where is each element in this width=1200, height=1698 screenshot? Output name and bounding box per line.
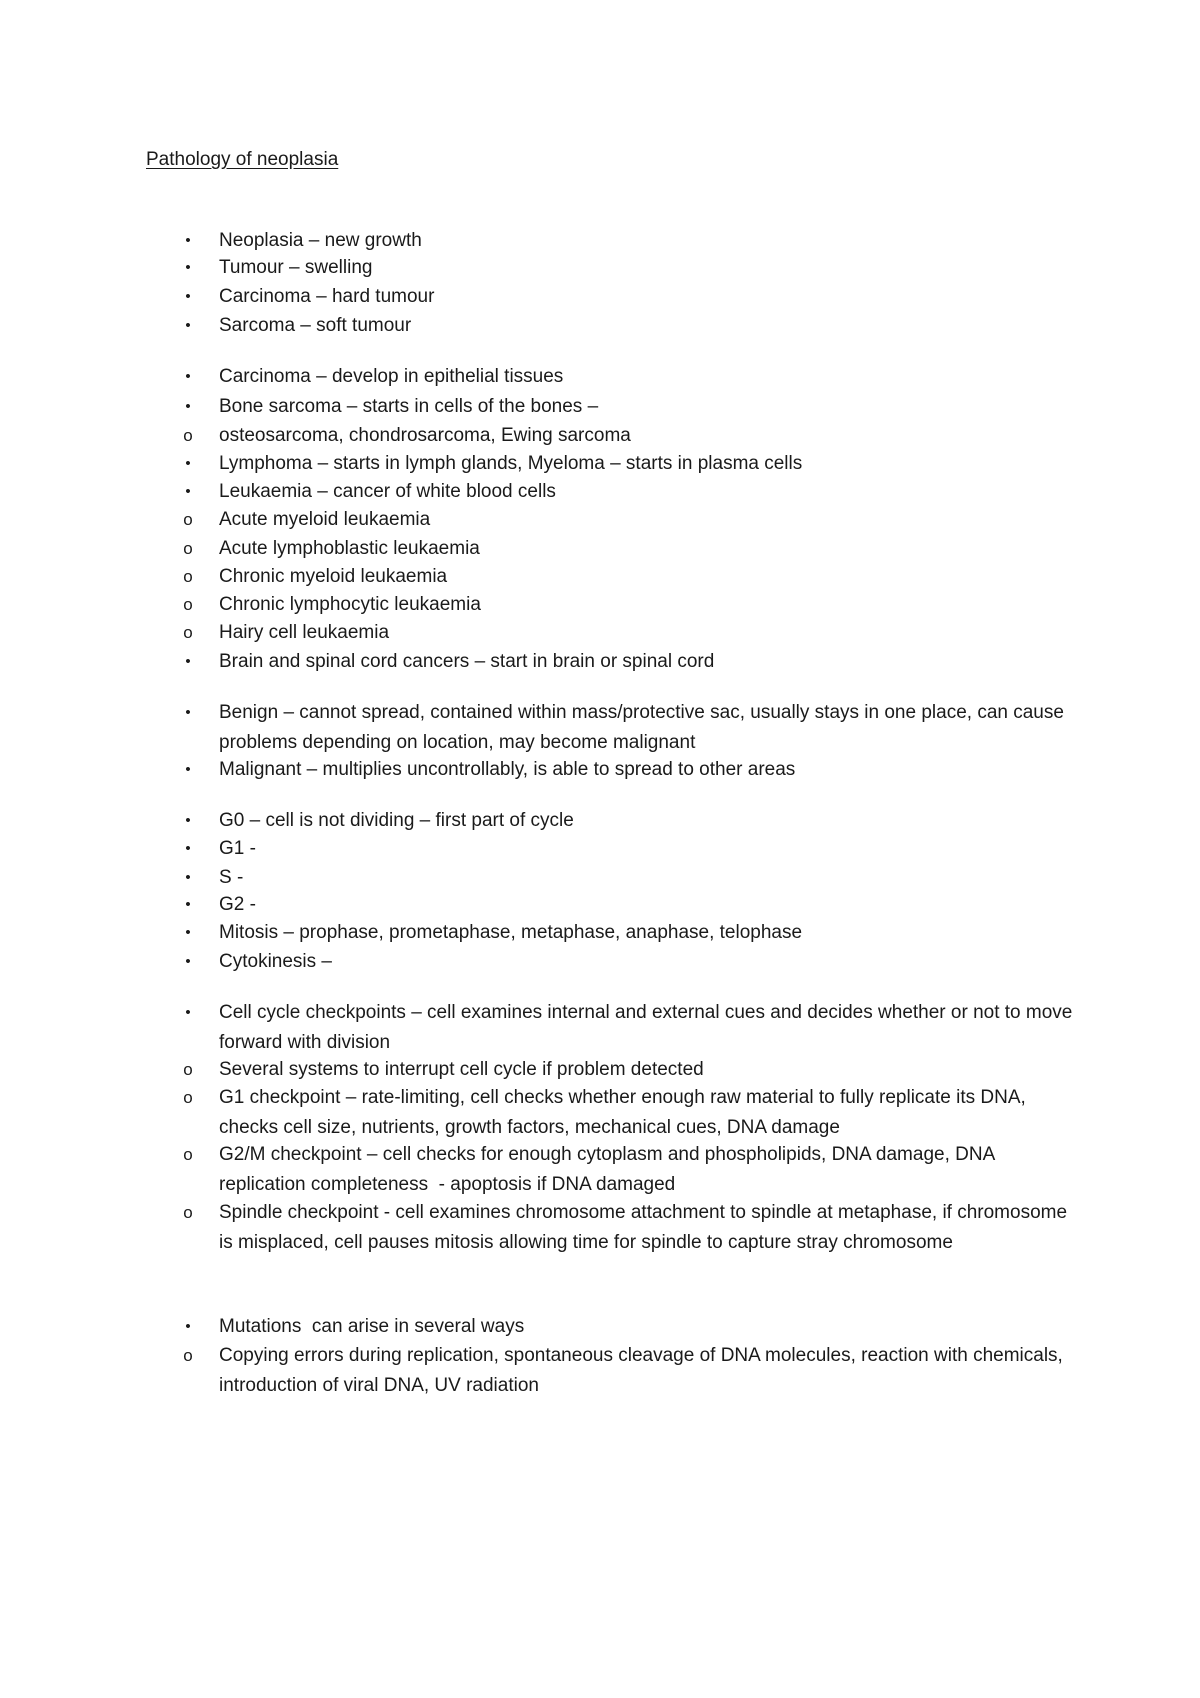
bullet-icon: •	[185, 953, 191, 970]
list-item-text: Brain and spinal cord cancers – start in brain or spinal cord	[219, 651, 715, 672]
bullet-icon: •	[185, 840, 191, 857]
circle-bullet-icon: o	[183, 1346, 193, 1365]
bullet-icon: •	[185, 812, 191, 829]
list-item-text: Spindle checkpoint - cell examines chromosome attachment to spindle at metaphase, if chromosome is misplaced, cell pauses mitosis allowing time for spindle to capture stray chromosome	[219, 1202, 1073, 1253]
bullet-icon: •	[185, 398, 191, 415]
list-item-text: Carcinoma – develop in epithelial tissues	[219, 366, 564, 387]
bullet-icon: •	[185, 761, 191, 778]
circle-bullet-icon: o	[183, 567, 193, 586]
list-item-text: G0 – cell is not dividing – first part of cycle	[219, 810, 574, 831]
list-item-text: Several systems to interrupt cell cycle if problem detected	[219, 1059, 704, 1080]
list-item-text: G2/M checkpoint – cell checks for enough cytoplasm and phospholipids, DNA damage, DNA replication completeness - apoptosis if DNA damaged	[219, 1144, 1000, 1195]
list-item-text: Acute myeloid leukaemia	[219, 509, 431, 530]
list-item-text: G1 checkpoint – rate-limiting, cell checks whether enough raw material to fully replicate its DNA, checks cell size, nutrients, growth factors, mechanical cues, DNA damage	[219, 1087, 1032, 1138]
list-item-text: Copying errors during replication, spontaneous cleavage of DNA molecules, reaction with chemicals, introduction of viral DNA, UV radiation	[219, 1345, 1069, 1396]
bullet-icon: •	[185, 288, 191, 305]
circle-bullet-icon: o	[183, 1088, 193, 1107]
bullet-icon: •	[185, 483, 191, 500]
list-item-text: Benign – cannot spread, contained within mass/protective sac, usually stays in one place, can cause problems depending on location, may become malignant	[219, 702, 1070, 753]
bullet-icon: •	[185, 1004, 191, 1021]
bullet-icon: •	[185, 896, 191, 913]
list-item-text: Tumour – swelling	[219, 257, 373, 278]
bullet-icon: •	[185, 1318, 191, 1335]
bullet-icon: •	[185, 259, 191, 276]
list-item-text: Chronic lymphocytic leukaemia	[219, 594, 481, 615]
list-item-text: Cell cycle checkpoints – cell examines internal and external cues and decides whether or not to move forward with division	[219, 1002, 1078, 1053]
list-item-text: Neoplasia – new growth	[219, 230, 422, 251]
list-item-text: Hairy cell leukaemia	[219, 622, 390, 643]
bullet-icon: •	[185, 704, 191, 721]
list-item-text: Leukaemia – cancer of white blood cells	[219, 481, 556, 502]
bullet-icon: •	[185, 924, 191, 941]
bullet-icon: •	[185, 317, 191, 334]
list-item-text: Chronic myeloid leukaemia	[219, 566, 448, 587]
bullet-icon: •	[185, 368, 191, 385]
circle-bullet-icon: o	[183, 539, 193, 558]
bullet-icon: •	[185, 455, 191, 472]
list-item-text: Mitosis – prophase, prometaphase, metaphase, anaphase, telophase	[219, 922, 803, 943]
list-item-text: Carcinoma – hard tumour	[219, 286, 435, 307]
list-item-text: osteosarcoma, chondrosarcoma, Ewing sarcoma	[219, 425, 631, 446]
page-title: Pathology of neoplasia	[146, 149, 339, 170]
circle-bullet-icon: o	[183, 1060, 193, 1079]
circle-bullet-icon: o	[183, 595, 193, 614]
list-item-text: Malignant – multiplies uncontrollably, is able to spread to other areas	[219, 759, 796, 780]
circle-bullet-icon: o	[183, 1145, 193, 1164]
list-item-text: Bone sarcoma – starts in cells of the bones –	[219, 396, 599, 417]
circle-bullet-icon: o	[183, 510, 193, 529]
list-item-text: Lymphoma – starts in lymph glands, Myeloma – starts in plasma cells	[219, 453, 803, 474]
circle-bullet-icon: o	[183, 623, 193, 642]
circle-bullet-icon: o	[183, 426, 193, 445]
list-item-text: G1 -	[219, 838, 256, 859]
bullet-icon: •	[185, 232, 191, 249]
list-item-text: S -	[219, 867, 244, 888]
list-item-text: Acute lymphoblastic leukaemia	[219, 538, 480, 559]
bullet-icon: •	[185, 869, 191, 886]
circle-bullet-icon: o	[183, 1203, 193, 1222]
list-item-text: Mutations can arise in several ways	[219, 1316, 525, 1337]
list-item-text: G2 -	[219, 894, 256, 915]
list-item-text: Sarcoma – soft tumour	[219, 315, 412, 336]
bullet-icon: •	[185, 653, 191, 670]
list-item-text: Cytokinesis –	[219, 951, 332, 972]
